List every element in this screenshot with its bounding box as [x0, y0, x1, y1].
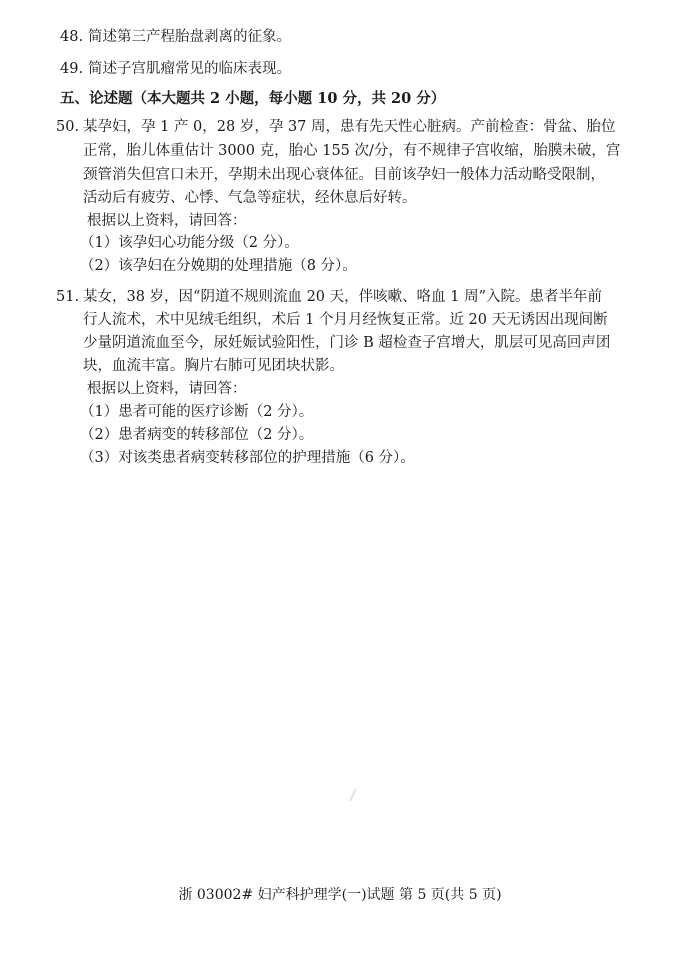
question-51-line: 行人流术，术中见绒毛组织，术后 1 个月月经恢复正常。近 20 天无诱因出现间断 [83, 312, 608, 328]
question-49-text: 简述子宫肌瘤常见的临床表现。 [88, 61, 291, 77]
page-footer: 浙 03002# 妇产科护理学(一)试题 第 5 页(共 5 页) [178, 887, 502, 903]
question-51-subquestion: （1）患者可能的医疗诊断（2 分）。 [80, 404, 314, 420]
question-51-number: 51. [56, 289, 80, 305]
question-50-line: 正常，胎儿体重估计 3000 克，胎心 155 次/分，有不规律子宫收缩，胎膜未破，宫 [83, 143, 621, 159]
question-51-line: 某女，38 岁，因“阴道不规则流血 20 天，伴咳嗽、咯血 1 周”入院。患者半年前 [83, 289, 602, 305]
question-50-subquestion: （1）该孕妇心功能分级（2 分）。 [80, 235, 299, 251]
question-50-line: 颈管消失但宫口未开，孕期未出现心衰体征。目前该孕妇一般体力活动略受限制， [83, 167, 605, 183]
question-51-subquestion: （3）对该类患者病变转移部位的护理措施（6 分）。 [80, 450, 415, 466]
question-50-subquestion: （2）该孕妇在分娩期的处理措施（8 分）。 [80, 258, 357, 274]
question-51-line: 块，血流丰富。胸片右肺可见团块状影。 [83, 358, 344, 374]
question-50-line: 某孕妇，孕 1 产 0，28 岁，孕 37 周，患有先天性心脏病。产前检查：骨盆、胎位 [83, 119, 616, 135]
question-51-line: 少量阴道流血至今，尿妊娠试验阳性，门诊 B 超检查子宫增大，肌层可见高回声团 [83, 335, 611, 351]
question-50-line: 活动后有疲劳、心悸、气急等症状，经休息后好转。 [83, 190, 417, 206]
question-48-number: 48. [60, 29, 84, 45]
question-50-prompt: 根据以上资料，请回答： [87, 213, 247, 229]
question-49-number: 49. [60, 61, 84, 77]
section-heading: 五、论述题（本大题共 2 小题，每小题 10 分，共 20 分） [60, 90, 446, 107]
question-50-number: 50. [56, 119, 80, 135]
question-51-prompt: 根据以上资料，请回答： [87, 381, 247, 397]
question-51-subquestion: （2）患者病变的转移部位（2 分）。 [80, 427, 314, 443]
question-48-text: 简述第三产程胎盘剥离的征象。 [88, 29, 291, 45]
scan-mark [349, 788, 357, 802]
